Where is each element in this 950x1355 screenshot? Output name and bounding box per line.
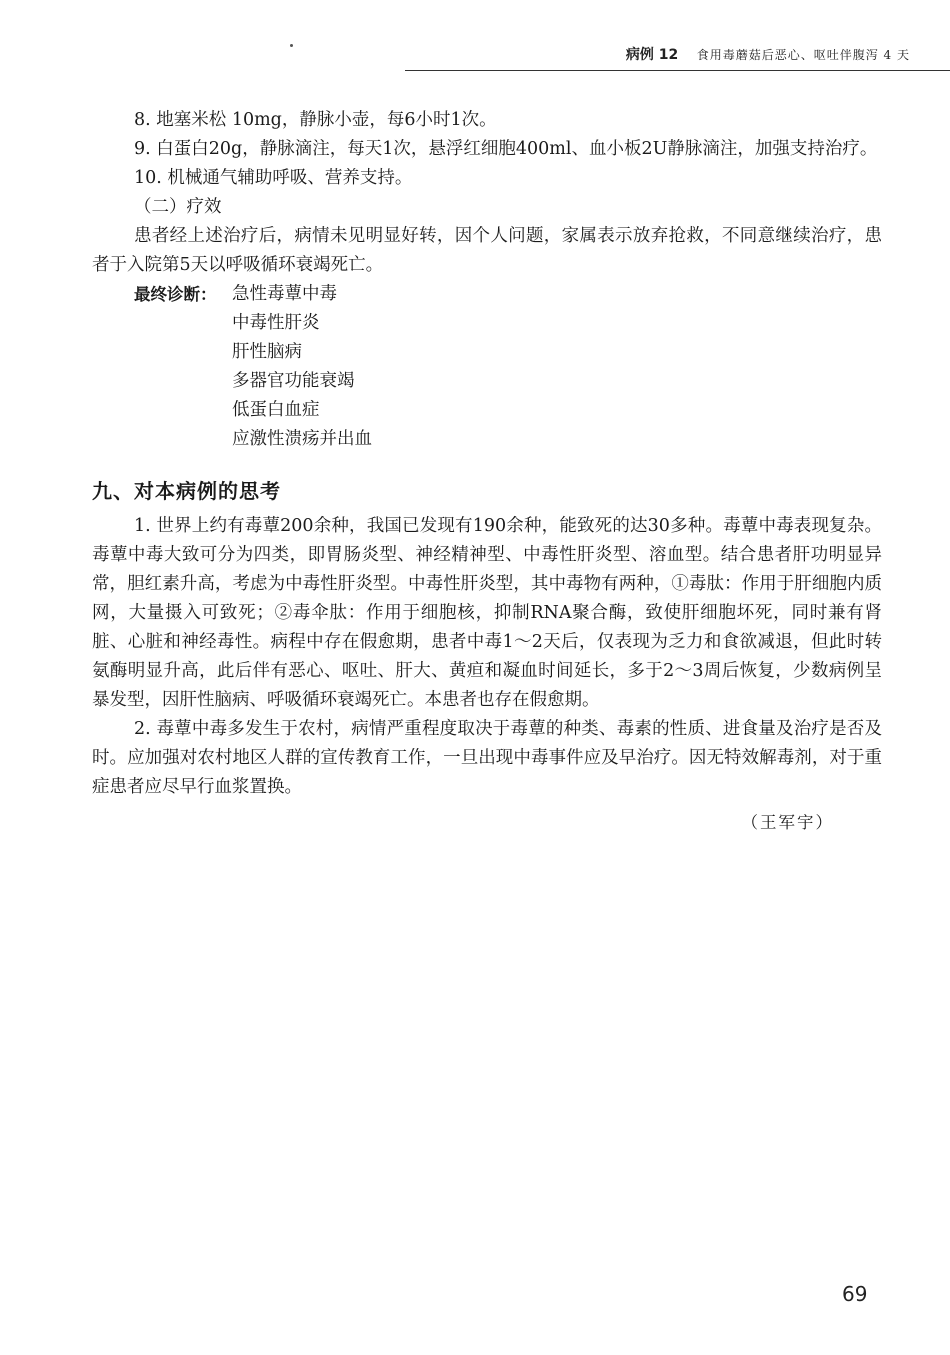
treatment-item: 9. 白蛋白20g，静脉滴注，每天1次，悬浮红细胞400ml、血小板2U静脉滴注，加强支持治疗。 — [134, 139, 878, 159]
section-heading: 九、对本病例的思考 — [92, 479, 281, 503]
header-case-number: 病例 12 — [625, 47, 679, 63]
final-diagnosis-label: 最终诊断： — [134, 285, 217, 304]
diagnosis-list — [232, 280, 372, 454]
reflection-paragraph: 1. 世界上约有毒蕈200余种，我国已发现有190余种，能致死的达30多种。毒蕈中毒表现复杂。毒蕈中毒大致可分为四类，即胃肠炎型、神经精神型、中毒性肝炎型、溶血型。结合患者肝功明显异常，胆红素升高，考虑为中毒性肝炎型。中毒性肝炎型，其中毒物有两种，①毒肽：作用于肝细胞内质网，大量摄入可致死；②毒伞肽：作用于细胞核，抑制RNA聚合酶，致使肝细胞坏死，同时兼有肾脏、心脏和神经毒性。病程中存在假愈期，患者中毒1～2天后，仅表现为乏力和食欲减退，但此时转氨酶明显升高，此后伴有恶心、呕吐、肝大、黄疸和凝血时间延长，多于2～3周后恢复，少数病例呈暴发型，因肝性脑病、呼吸循环衰竭死亡。本患者也存在假愈期。 — [92, 516, 882, 710]
diagnosis-item: 急性毒蕈中毒 — [232, 284, 337, 304]
scan-speck — [290, 44, 293, 47]
page-number: 69 — [842, 1282, 868, 1306]
treatment-item: 10. 机械通气辅助呼吸、营养支持。 — [134, 168, 413, 188]
author-credit: （王军宇） — [741, 813, 834, 832]
final-diagnosis — [92, 280, 882, 454]
running-header — [626, 44, 910, 64]
diagnosis-item: 肝性脑病 — [232, 342, 302, 362]
diagnosis-item: 中毒性肝炎 — [232, 313, 320, 333]
reflection-paragraph: 2. 毒蕈中毒多发生于农村，病情严重程度取决于毒蕈的种类、毒素的性质、进食量及治疗是否及时。应加强对农村地区人群的宣传教育工作，一旦出现中毒事件应及早治疗。因无特效解毒剂，对于重症患者应尽早行血浆置换。 — [92, 719, 882, 797]
treatment-item: 8. 地塞米松 10mg，静脉小壶，每6小时1次。 — [134, 110, 497, 130]
header-case-title: 食用毒蘑菇后恶心、呕吐伴腹泻 4 天 — [696, 48, 910, 62]
diagnosis-item: 多器官功能衰竭 — [232, 371, 355, 391]
header-rule — [405, 70, 950, 71]
diagnosis-item: 低蛋白血症 — [232, 400, 320, 420]
efficacy-heading: （二）疗效 — [134, 197, 222, 217]
diagnosis-item: 应激性溃疡并出血 — [232, 429, 372, 449]
page-content — [92, 106, 882, 837]
efficacy-text: 患者经上述治疗后，病情未见明显好转，因个人问题，家属表示放弃抢救，不同意继续治疗，患者于入院第5天以呼吸循环衰竭死亡。 — [92, 226, 882, 275]
